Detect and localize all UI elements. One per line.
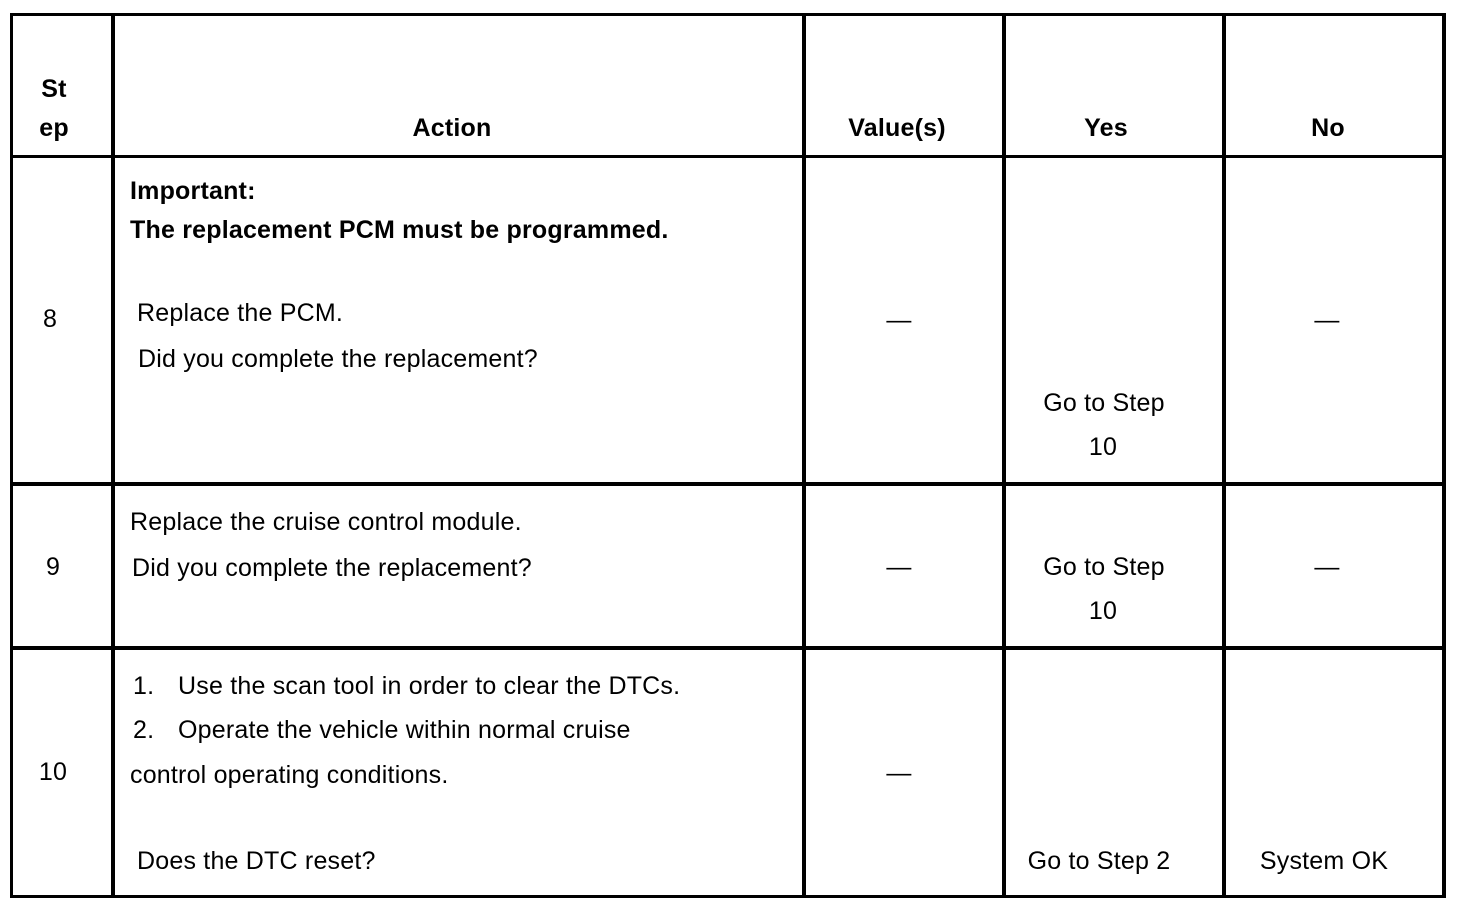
action-line: Replace the cruise control module. [130, 508, 522, 536]
yes-line1: Go to Step [1043, 389, 1165, 417]
important-text: The replacement PCM must be programmed. [130, 216, 669, 244]
row-9-bottom-border [10, 646, 1446, 650]
header-bottom-border [10, 155, 1446, 158]
value-cell: — [886, 759, 912, 787]
header-values: Value(s) [848, 114, 946, 142]
yes-cell: Go to Step 2 [1027, 847, 1171, 875]
col-divider-step [111, 13, 115, 898]
list-item-text: Operate the vehicle within normal cruise [178, 716, 631, 744]
no-cell: — [1314, 306, 1340, 334]
list-item-number: 1. [133, 672, 155, 700]
action-question: Did you complete the replacement? [138, 345, 538, 373]
action-question: Does the DTC reset? [137, 847, 376, 875]
value-cell: — [886, 306, 912, 334]
step-number: 9 [45, 553, 61, 581]
col-divider-action [802, 13, 806, 898]
table-bottom-border [10, 895, 1446, 898]
yes-line1: Go to Step [1043, 553, 1165, 581]
no-cell: System OK [1259, 847, 1389, 875]
table-right-border [1442, 13, 1446, 898]
header-step-line2: ep [39, 114, 69, 142]
step-number: 8 [42, 305, 58, 333]
yes-line2: 10 [1088, 597, 1118, 625]
list-item-number: 2. [133, 716, 155, 744]
header-no: No [1311, 114, 1345, 142]
header-step-line1: St [41, 75, 67, 103]
table-top-border [10, 13, 1446, 16]
action-line: Replace the PCM. [137, 299, 344, 327]
value-cell: — [886, 553, 912, 581]
action-question: Did you complete the replacement? [132, 554, 532, 582]
col-divider-yes [1222, 13, 1226, 898]
important-label: Important: [130, 177, 256, 205]
table-left-border [10, 13, 13, 898]
row-8-bottom-border [10, 482, 1446, 486]
yes-line2: 10 [1088, 433, 1118, 461]
no-cell: — [1314, 553, 1340, 581]
col-divider-values [1002, 13, 1006, 898]
header-action: Action [412, 114, 492, 142]
step-number: 10 [38, 758, 68, 786]
list-item-text: Use the scan tool in order to clear the DTCs. [178, 672, 681, 700]
list-item-continuation: control operating conditions. [130, 761, 449, 789]
header-yes: Yes [1084, 114, 1128, 142]
